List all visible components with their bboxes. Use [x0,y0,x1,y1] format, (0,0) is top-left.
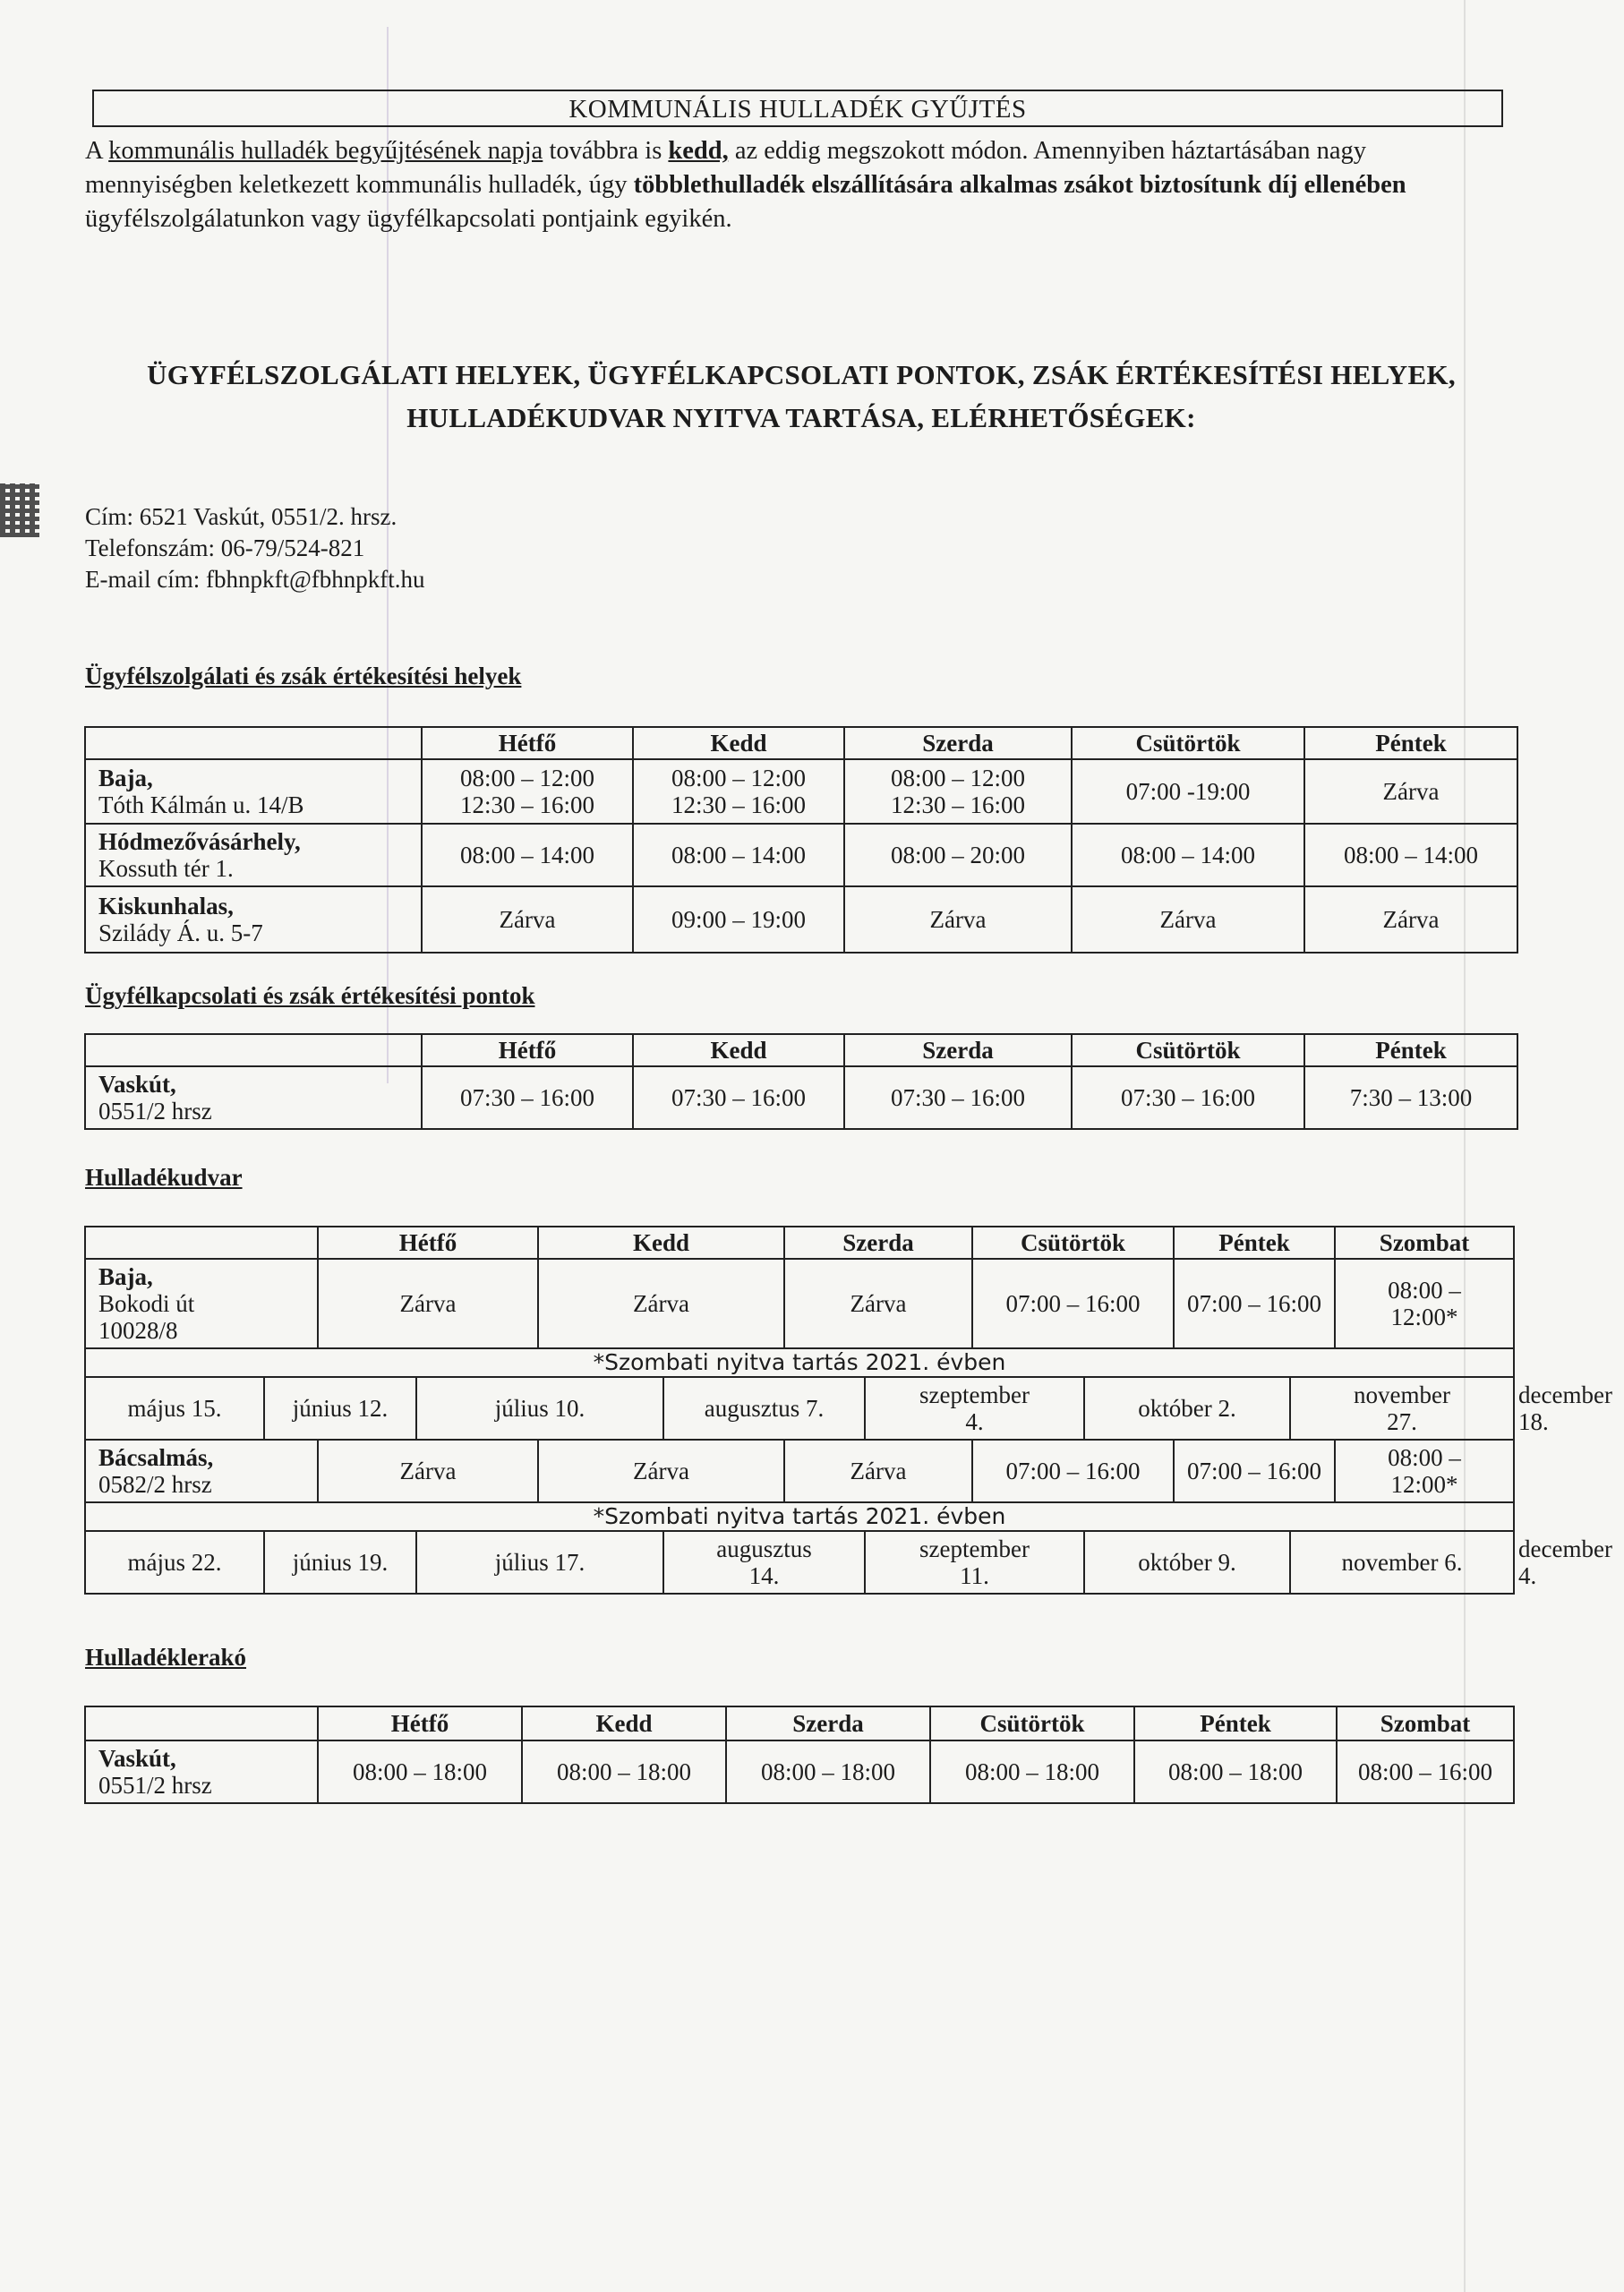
contact-address: Cím: 6521 Vaskút, 0551/2. hrsz. [85,503,397,530]
table-row: Hódmezővásárhely, Kossuth tér 1. 08:00 – 14:00 08:00 – 14:00 08:00 – 20:00 08:00 – 14:00 08:00 – 14:00 [85,824,1517,886]
table-row: Vaskút, 0551/2 hrsz 07:30 – 16:00 07:30 – 16:00 07:30 – 16:00 07:30 – 16:00 7:30 – 13:00 [85,1066,1517,1129]
table-row: Baja, Tóth Kálmán u. 14/B 08:00 – 12:00 12:30 – 16:00 08:00 – 12:00 12:30 – 16:00 08:00 – 12:00 12:30 – 16:00 07:00 -19:00 Zárva [85,759,1517,824]
location-cell: Hódmezővásárhely, Kossuth tér 1. [85,824,422,886]
contact-points-table: Hétfő Kedd Szerda Csütörtök Péntek Vaskút, 0551/2 hrsz 07:30 – 16:00 07:30 – 16:00 07:30 – 16:00 07:30 – 16:00 7:30 – 13:00 [84,1033,1518,1130]
header-monday: Hétfő [422,727,633,759]
location-cell: Baja, Bokodi út 10028/8 [85,1259,318,1348]
waste-yard-table: Hétfő Kedd Szerda Csütörtök Péntek Szombat Baja, Bokodi út 10028/8 Zárva Zárva Zárva 07:00 – 16:00 07:00 – 16:00 08:00 – 12:00* *Szombati nyitva tartás 2021. évben május 15. június 12. július 10. augusztus 7. szeptember 4. október 2. november 27. december 18. Bácsalmás, 0582/2 hrsz Zárva Zárva Zárva 07:00 – 16:00 07:00 – 16:00 08:00 – 12:00* *Szombati nyitva tartás 2021. évben május 22. június 19. július 17. augusztus 14. szeptember 11. október 9. november 6. december 4. [84,1226,1515,1595]
location-cell: Baja, Tóth Kálmán u. 14/B [85,759,422,824]
saturday-note: *Szombati nyitva tartás 2021. évben [85,1348,1514,1377]
customer-service-heading: Ügyfélszolgálati és zsák értékesítési helyek [85,663,522,689]
intro-link-text: kommunális hulladék begyűjtésének napja [108,137,543,165]
contact-points-heading: Ügyfélkapcsolati és zsák értékesítési pontok [85,982,535,1009]
contact-phone: Telefonszám: 06-79/524-821 [85,535,365,561]
header-friday: Péntek [1304,727,1517,759]
contact-email: E-mail cím: fbhnpkft@fbhnpkft.hu [85,566,425,593]
depot-heading: Hulladéklerakó [85,1644,247,1671]
saturday-dates-row: május 15. június 12. július 10. augusztus 7. szeptember 4. október 2. november 27. december 18. [85,1377,1514,1440]
header-wednesday: Szerda [844,727,1072,759]
contact-block [85,501,425,595]
document-title: KOMMUNÁLIS HULLADÉK GYŰJTÉS [92,90,1503,127]
section-heading: ÜGYFÉLSZOLGÁLATI HELYEK, ÜGYFÉLKAPCSOLATI PONTOK, ZSÁK ÉRTÉKESÍTÉSI HELYEK, HULLADÉKUDVAR NYITVA TARTÁSA, ELÉRHETŐSÉGEK: [147,359,1456,433]
intro-paragraph: A kommunális hulladék begyűjtésének napja továbbra is kedd, az eddig megszokott módon. Amennyiben háztartásában nagy mennyiségben keletkezett kommunális hulladék, úgy többlethulladék elszállítására alkalmas zsákot biztosítunk díj ellenében ügyfélszolgálatunkon vagy ügyfélkapcsolati pontjaink egyikén. [85,137,1406,233]
table-row: Bácsalmás, 0582/2 hrsz Zárva Zárva Zárva 07:00 – 16:00 07:00 – 16:00 08:00 – 12:00* [85,1440,1514,1502]
intro-bold-text: többlethulladék elszállítására alkalmas zsákot biztosítunk díj ellenében [633,171,1406,199]
table-row: Baja, Bokodi út 10028/8 Zárva Zárva Zárva 07:00 – 16:00 07:00 – 16:00 08:00 – 12:00* [85,1259,1514,1348]
header-thursday: Csütörtök [1072,727,1304,759]
yard-heading: Hulladékudvar [85,1164,243,1191]
table-row: Vaskút, 0551/2 hrsz 08:00 – 18:00 08:00 – 18:00 08:00 – 18:00 08:00 – 18:00 08:00 – 18:00 08:00 – 16:00 [85,1740,1514,1803]
location-cell: Vaskút, 0551/2 hrsz [85,1740,318,1803]
header-tuesday: Kedd [633,727,844,759]
table-row: Kiskunhalas, Szilády Á. u. 5-7 Zárva 09:00 – 19:00 Zárva Zárva Zárva [85,886,1517,953]
customer-service-table [84,726,1518,954]
location-cell: Bácsalmás, 0582/2 hrsz [85,1440,318,1502]
qr-code-icon [0,483,39,537]
saturday-note: *Szombati nyitva tartás 2021. évben [85,1502,1514,1531]
scan-edge-line [1464,0,1466,2292]
saturday-dates-row: május 22. június 19. július 17. augusztus 14. szeptember 11. október 9. november 6. december 4. [85,1531,1514,1594]
collection-day: kedd, [668,137,729,165]
landfill-table: Hétfő Kedd Szerda Csütörtök Péntek Szombat Vaskút, 0551/2 hrsz 08:00 – 18:00 08:00 – 18:00 08:00 – 18:00 08:00 – 18:00 08:00 – 18:00 08:00 – 16:00 [84,1706,1515,1804]
location-cell: Kiskunhalas, Szilády Á. u. 5-7 [85,886,422,953]
location-cell: Vaskút, 0551/2 hrsz [85,1066,422,1129]
